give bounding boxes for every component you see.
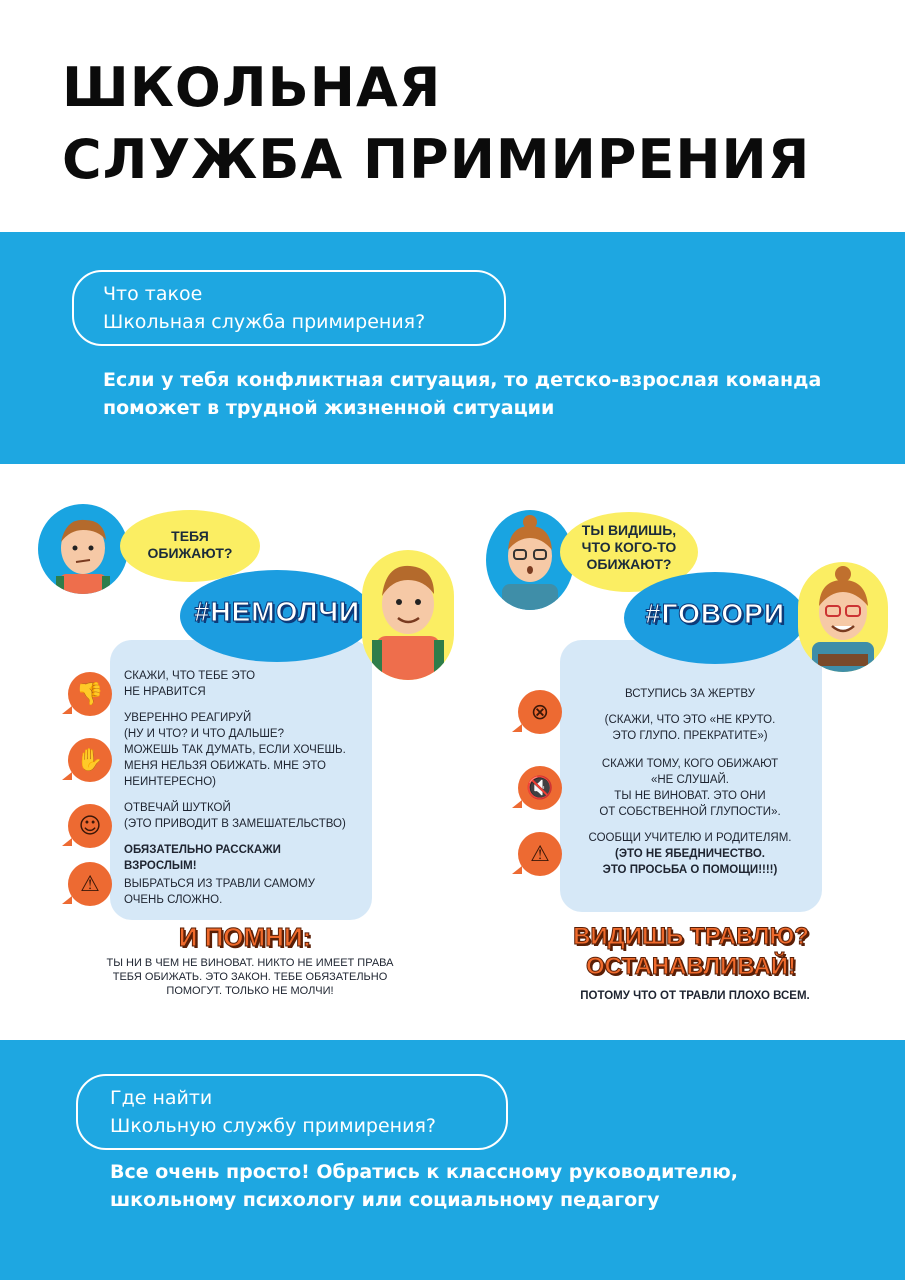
tip-right-2-line: (СКАЖИ, ЧТО ЭТО «НЕ КРУТО. bbox=[604, 714, 776, 726]
question-top-line-1: Что такое bbox=[103, 283, 203, 305]
top-info-band bbox=[0, 232, 905, 464]
answer-bottom-line-2: школьному психологу или социальному педагогу bbox=[110, 1189, 660, 1211]
mute-icon: 🔇 bbox=[518, 766, 562, 810]
bottom-info-band bbox=[0, 1040, 905, 1280]
speech-left-line-2: ОБИЖАЮТ? bbox=[147, 545, 233, 561]
answer-top bbox=[103, 366, 883, 422]
tip-left-4 bbox=[124, 842, 374, 874]
tip-right-3-line: ТЫ НЕ ВИНОВАТ. ЭТО ОНИ bbox=[614, 790, 766, 802]
tip-left-3-line: ОТВЕЧАЙ ШУТКОЙ bbox=[124, 802, 231, 814]
tip-left-1-line: СКАЖИ, ЧТО ТЕБЕ ЭТО bbox=[124, 670, 256, 682]
remember-heading: И ПОМНИ: bbox=[178, 922, 312, 952]
question-bottom-line-2: Школьную службу примирения? bbox=[110, 1115, 436, 1137]
stop-bullying-heading bbox=[560, 922, 822, 982]
tip-right-4-line: СООБЩИ УЧИТЕЛЮ И РОДИТЕЛЯМ. bbox=[588, 832, 792, 844]
tip-right-1 bbox=[572, 686, 808, 702]
speech-right-line: ЧТО КОГО-ТО bbox=[581, 539, 677, 555]
tip-left-4-line: ОБЯЗАТЕЛЬНО РАССКАЖИ bbox=[124, 844, 281, 856]
hashtag-left: #НЕМОЛЧИ bbox=[193, 596, 361, 627]
stop-hand-icon: ✋ bbox=[68, 738, 112, 782]
speech-right-line: ОБИЖАЮТ? bbox=[586, 556, 672, 572]
question-bottom bbox=[110, 1084, 436, 1140]
tip-right-5-line: ЭТО ПРОСЬБА О ПОМОЩИ!!!!) bbox=[602, 864, 778, 876]
girl-avatar-large bbox=[798, 562, 888, 672]
answer-bottom bbox=[110, 1158, 890, 1214]
tip-left-2-line: МЕНЯ НЕЛЬЗЯ ОБИЖАТЬ. МНЕ ЭТО bbox=[124, 760, 326, 772]
remember-line: ТЕБЯ ОБИЖАТЬ. ЭТО ЗАКОН. ТЕБЕ ОБЯЗАТЕЛЬНО bbox=[112, 971, 388, 983]
tip-left-1 bbox=[124, 668, 374, 700]
tip-left-2 bbox=[124, 710, 374, 790]
question-bottom-line-1: Где найти bbox=[110, 1087, 213, 1109]
tip-right-3-line: ОТ СОБСТВЕННОЙ ГЛУПОСТИ». bbox=[599, 806, 781, 818]
page-title bbox=[62, 52, 882, 196]
stop-bullying-footer: ПОТОМУ ЧТО ОТ ТРАВЛИ ПЛОХО ВСЕМ. bbox=[580, 990, 810, 1002]
tip-left-5 bbox=[124, 876, 374, 908]
boy-avatar-large bbox=[362, 550, 454, 680]
answer-bottom-line-1: Все очень просто! Обратись к классному руководителю, bbox=[110, 1161, 738, 1183]
tip-left-4-line: ВЗРОСЛЫМ! bbox=[124, 860, 197, 872]
speech-left-line-1: ТЕБЯ bbox=[171, 528, 209, 544]
tip-right-4 bbox=[572, 830, 808, 846]
hashtag-right: #ГОВОРИ bbox=[645, 598, 785, 629]
tip-left-3-line: (ЭТО ПРИВОДИТ В ЗАМЕШАТЕЛЬСТВО) bbox=[124, 818, 346, 830]
tip-right-3 bbox=[572, 756, 808, 820]
tip-left-5-line: ВЫБРАТЬСЯ ИЗ ТРАВЛИ САМОМУ bbox=[124, 878, 315, 890]
remember-text bbox=[70, 956, 430, 998]
tip-right-5-line: (ЭТО НЕ ЯБЕДНИЧЕСТВО. bbox=[615, 848, 765, 860]
thumbs-down-icon: 👎 bbox=[68, 672, 112, 716]
answer-top-line-2: поможет в трудной жизненной ситуации bbox=[103, 397, 555, 419]
stop-bullying-line-1: ВИДИШЬ ТРАВЛЮ? bbox=[573, 923, 809, 950]
tip-right-3-line: «НЕ СЛУШАЙ. bbox=[650, 774, 729, 786]
tip-right-5 bbox=[572, 846, 808, 878]
stop-bullying-line-2: ОСТАНАВЛИВАЙ! bbox=[585, 953, 797, 980]
tip-left-2-line: УВЕРЕННО РЕАГИРУЙ bbox=[124, 712, 252, 724]
tip-right-2 bbox=[572, 712, 808, 744]
smile-icon: ☺ bbox=[68, 804, 112, 848]
remember-line: ТЫ НИ В ЧЕМ НЕ ВИНОВАТ. НИКТО НЕ ИМЕЕТ ПРАВА bbox=[106, 957, 394, 969]
tip-left-1-line: НЕ НРАВИТСЯ bbox=[124, 686, 206, 698]
answer-top-line-1: Если у тебя конфликтная ситуация, то детско-взрослая команда bbox=[103, 369, 822, 391]
warning-icon: ⚠ bbox=[68, 862, 112, 906]
title-line-1: ШКОЛЬНАЯ bbox=[62, 56, 442, 119]
speech-text-left bbox=[128, 528, 252, 562]
boy-avatar-small bbox=[38, 504, 128, 594]
cross-circle-icon: ⊗ bbox=[518, 690, 562, 734]
tip-right-3-line: СКАЖИ ТОМУ, КОГО ОБИЖАЮТ bbox=[601, 758, 779, 770]
question-top bbox=[103, 280, 425, 336]
warning-icon: ⚠ bbox=[518, 832, 562, 876]
question-top-line-2: Школьная служба примирения? bbox=[103, 311, 426, 333]
tip-left-3 bbox=[124, 800, 374, 832]
tip-left-5-line: ОЧЕНЬ СЛОЖНО. bbox=[124, 894, 223, 906]
tip-right-2-line: ЭТО ГЛУПО. ПРЕКРАТИТЕ») bbox=[612, 730, 768, 742]
speech-right-line: ТЫ ВИДИШЬ, bbox=[581, 522, 677, 538]
tip-left-2-line: НЕИНТЕРЕСНО) bbox=[124, 776, 216, 788]
speech-text-right bbox=[566, 522, 692, 573]
remember-line: ПОМОГУТ. ТОЛЬКО НЕ МОЛЧИ! bbox=[166, 985, 334, 997]
tip-left-2-line: МОЖЕШЬ ТАК ДУМАТЬ, ЕСЛИ ХОЧЕШЬ. bbox=[124, 744, 346, 756]
title-line-2: СЛУЖБА ПРИМИРЕНИЯ bbox=[62, 128, 811, 191]
tip-right-1-line: ВСТУПИСЬ ЗА ЖЕРТВУ bbox=[625, 688, 755, 700]
tip-left-2-line: (НУ И ЧТО? И ЧТО ДАЛЬШЕ? bbox=[124, 728, 284, 740]
